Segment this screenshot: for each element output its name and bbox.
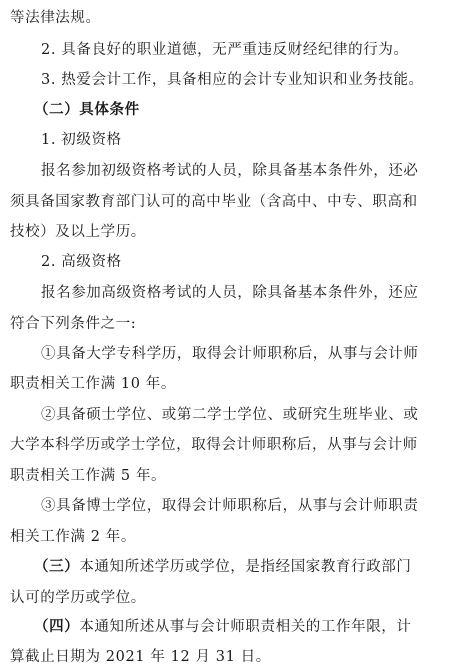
text-line: 2. 高级资格 xyxy=(41,254,122,270)
text-line: 等法律法规。 xyxy=(10,10,101,26)
text-line: 技校）及以上学历。 xyxy=(10,224,146,240)
text-line: ③具备博士学位，取得会计师职称后，从事与会计师职责 xyxy=(41,498,419,514)
text-line: 相关工作满 2 年。 xyxy=(10,529,136,545)
text-line xyxy=(34,617,412,637)
text-span: 本通知所述从事与会计师职责相关的工作年限，计 xyxy=(79,619,412,635)
section-heading: （四） xyxy=(34,618,80,635)
text-line: 符合下列条件之一: xyxy=(10,316,137,332)
section-heading: （二）具体条件 xyxy=(34,101,140,118)
text-line: 3. 热爱会计工作，具备相应的会计专业知识和业务技能。 xyxy=(41,72,424,88)
text-line: 算截止日期为 2021 年 12 月 31 日。 xyxy=(10,649,271,665)
text-span: 本通知所述学历或学位，是指经国家教育行政部门 xyxy=(79,559,412,575)
text-line: 职责相关工作满 5 年。 xyxy=(10,468,167,484)
section-heading: （三） xyxy=(34,558,80,575)
text-line: 认可的学历或学位。 xyxy=(10,590,146,606)
text-line: 1. 初级资格 xyxy=(41,132,122,148)
text-line: ②具备硕士学位、或第二学士学位、或研究生班毕业、或 xyxy=(41,407,419,423)
text-line: 2. 具备良好的职业道德，无严重违反财经纪律的行为。 xyxy=(41,42,409,58)
text-line: ①具备大学专科学历，取得会计师职称后，从事与会计师 xyxy=(41,346,419,362)
text-line xyxy=(34,557,412,577)
text-line: 大学本科学历或学士学位，取得会计师职称后，从事与会计师 xyxy=(10,437,418,453)
text-line: 职责相关工作满 10 年。 xyxy=(10,376,176,392)
text-line: 须具备国家教育部门认可的高中毕业（含高中、中专、职高和 xyxy=(10,194,418,210)
text-line: 报名参加高级资格考试的人员，除具备基本条件外，还应 xyxy=(41,285,419,301)
text-line: 报名参加初级资格考试的人员，除具备基本条件外，还必 xyxy=(41,163,419,179)
